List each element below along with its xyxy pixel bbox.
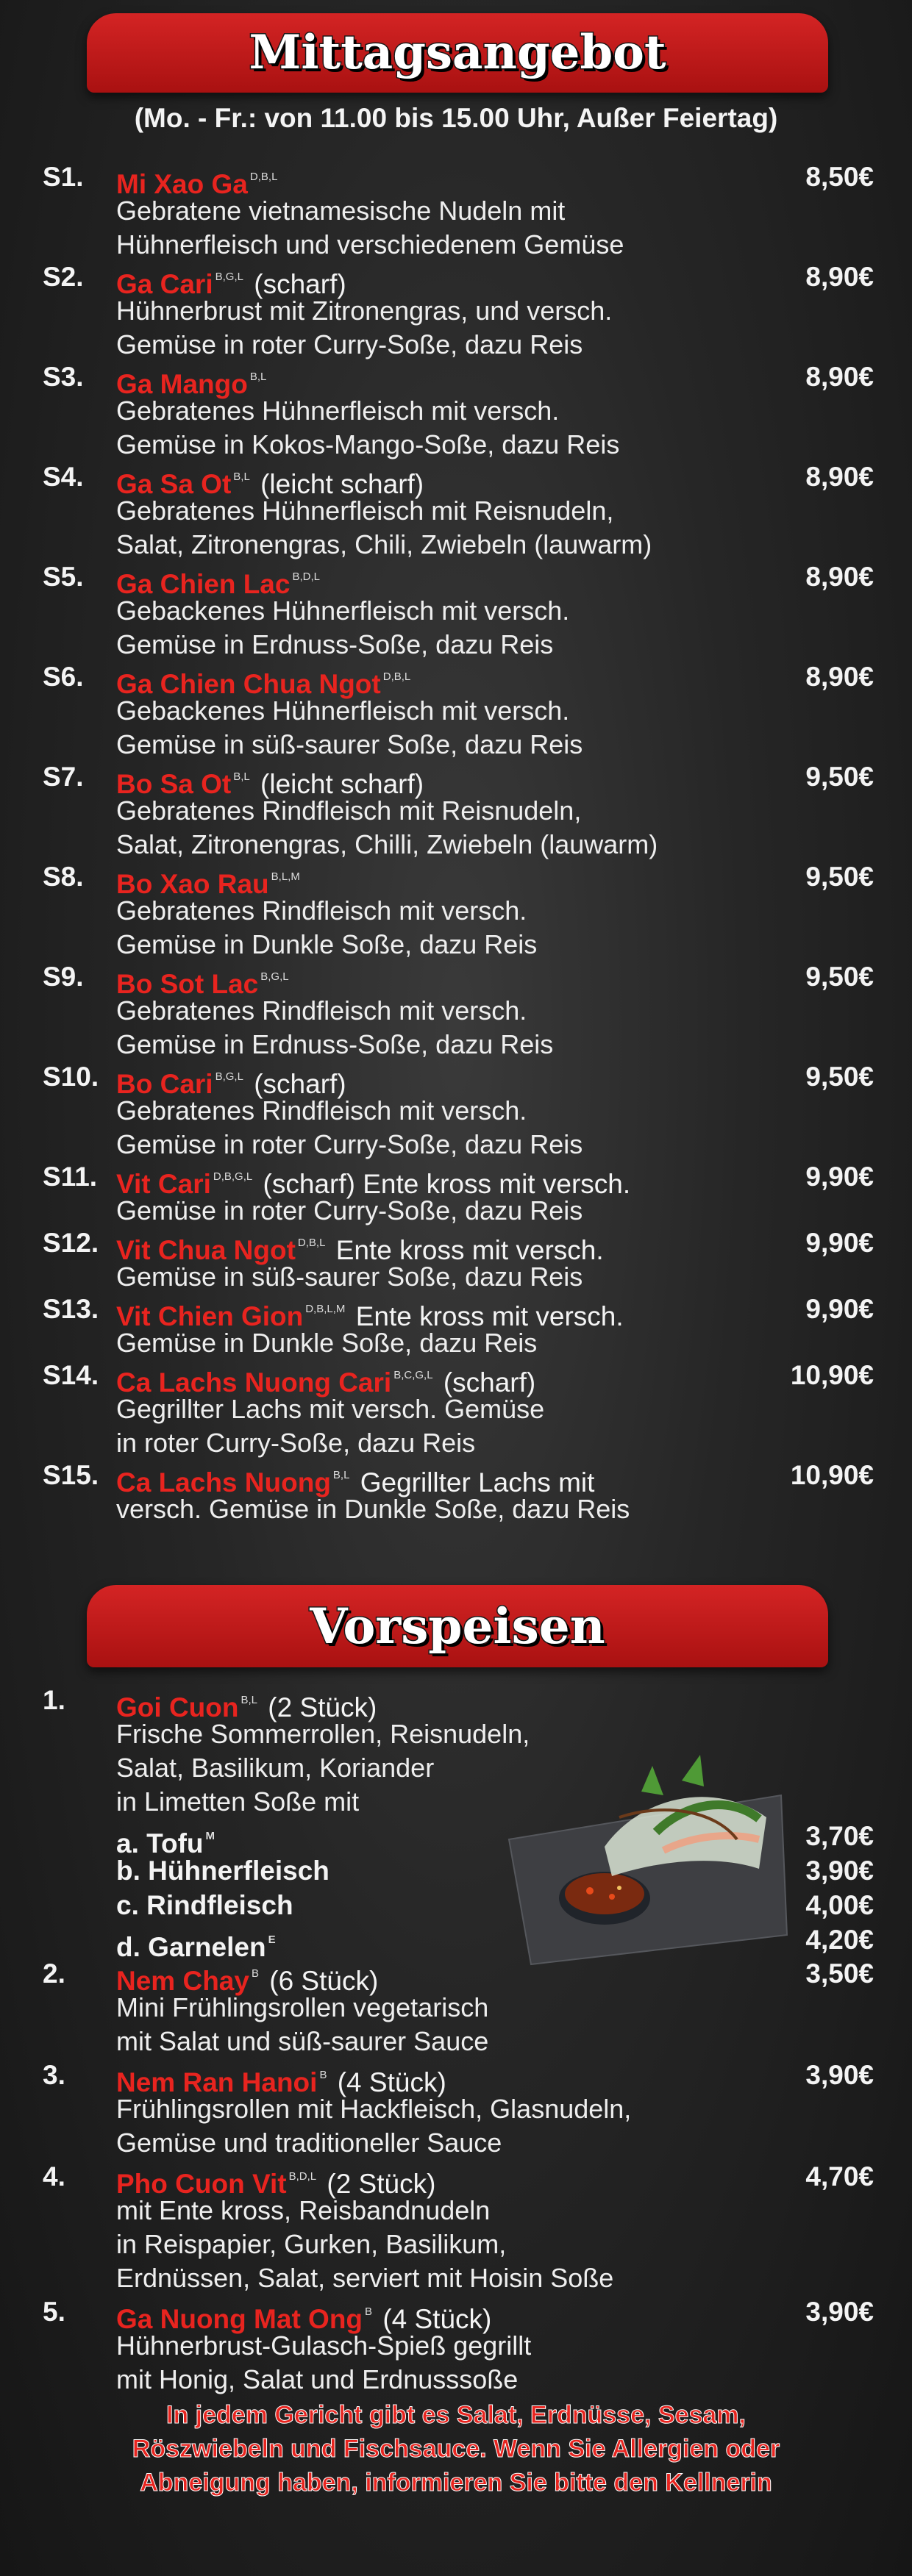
variant-name: d. Garnelen [116, 1932, 266, 1962]
item-number: S12. [43, 1228, 99, 1258]
item-number: S2. [43, 262, 84, 292]
item-description: Gebackenes Hühnerfleisch mit versch. [116, 695, 570, 726]
item-description: Frühlingsrollen mit Hackfleisch, Glasnudeln, [116, 2094, 632, 2124]
variant-label [116, 1853, 329, 1888]
item-price: 8,90€ [805, 362, 874, 392]
item-description: mit Ente kross, Reisbandnudeln [116, 2195, 491, 2225]
item-number: 2. [43, 1958, 65, 1989]
dish-name: Ga Sa Ot [116, 469, 232, 499]
item-number: 3. [43, 2060, 65, 2090]
item-number: S8. [43, 862, 84, 892]
section-banner-vorspeisen [87, 1585, 828, 1667]
allergen-codes: M [205, 1830, 215, 1842]
allergen-codes: B,D,L [292, 570, 320, 583]
item-price: 9,50€ [805, 762, 874, 792]
item-description: Gemüse in Erdnuss-Soße, dazu Reis [116, 629, 554, 659]
item-number: S3. [43, 362, 84, 392]
section-title: Vorspeisen [310, 1598, 605, 1655]
item-price: 3,50€ [805, 1958, 874, 1989]
dish-note: (2 Stück) [327, 2169, 436, 2199]
allergen-codes: B,L [241, 1694, 257, 1706]
allergen-codes: B,L [249, 371, 267, 383]
item-price: 8,90€ [805, 662, 874, 692]
allergen-codes: D,B,L [382, 670, 411, 683]
dish-name: Bo Sot Lac [116, 969, 259, 999]
allergen-codes: B,L [233, 770, 250, 783]
dish-name: Mi Xao Ga [116, 169, 248, 199]
item-description: mit Salat und süß-saurer Sauce [116, 2026, 489, 2056]
summer-rolls-photo [494, 1751, 788, 1966]
section-banner-mittagsangebot [87, 13, 828, 93]
dish-note: (6 Stück) [269, 1966, 379, 1996]
dish-note: Ente kross mit versch. [355, 1301, 624, 1331]
dish-name: Vit Chua Ngot [116, 1235, 296, 1265]
item-price: 3,90€ [805, 2297, 874, 2327]
item-price: 10,90€ [790, 1360, 874, 1390]
allergen-codes: B,C,G,L [393, 1369, 433, 1381]
item-description: in Limetten Soße mit [116, 1786, 360, 1817]
dish-name: Ga Chien Chua Ngot [116, 669, 381, 699]
item-description: versch. Gemüse in Dunkle Soße, dazu Reis [116, 1494, 630, 1524]
dish-name: Bo Sa Ot [116, 769, 232, 799]
item-description: Gegrillter Lachs mit versch. Gemüse [116, 1394, 545, 1424]
item-description: Gebratenes Rindfleisch mit versch. [116, 995, 527, 1026]
allergen-codes: D,B,G,L [213, 1170, 253, 1183]
item-price: 10,90€ [790, 1460, 874, 1490]
item-description: Gebratenes Rindfleisch mit versch. [116, 895, 527, 926]
dish-note: Gegrillter Lachs mit [360, 1467, 595, 1498]
allergen-codes: B [365, 2305, 373, 2318]
section-title: Mittagsangebot [249, 25, 666, 80]
allergen-codes: B,G,L [215, 1070, 243, 1083]
dish-note: (leicht scharf) [260, 469, 424, 499]
dish-name: Bo Xao Rau [116, 869, 269, 899]
item-description: Gemüse in roter Curry-Soße, dazu Reis [116, 1129, 583, 1159]
item-description: Gemüse in Kokos-Mango-Soße, dazu Reis [116, 429, 620, 459]
allergen-codes: D,B,L [297, 1237, 326, 1249]
dish-note: (scharf) [254, 1069, 346, 1099]
allergen-codes: D,B,L,M [305, 1303, 346, 1315]
item-description: Gemüse in Erdnuss-Soße, dazu Reis [116, 1029, 554, 1059]
variant-price: 3,70€ [805, 1821, 874, 1851]
item-description: in Reispapier, Gurken, Basilikum, [116, 2229, 507, 2259]
dish-name: Pho Cuon Vit [116, 2169, 287, 2199]
variant-price: 4,20€ [805, 1925, 874, 1955]
variant-name: c. Rindfleisch [116, 1890, 293, 1920]
dish-note: (scharf) Ente kross mit versch. [263, 1169, 631, 1199]
item-description: Salat, Basilikum, Koriander [116, 1753, 435, 1783]
item-description: Gemüse in roter Curry-Soße, dazu Reis [116, 1195, 583, 1226]
allergen-codes: B,L [233, 471, 250, 483]
item-number: S1. [43, 162, 84, 192]
allergen-codes: B,D,L [288, 2170, 317, 2183]
item-description: in roter Curry-Soße, dazu Reis [116, 1428, 476, 1458]
allergen-codes: B,L,M [271, 870, 300, 883]
item-description: Gemüse und traditioneller Sauce [116, 2128, 502, 2158]
item-description: Gemüse in Dunkle Soße, dazu Reis [116, 1328, 538, 1358]
variant-name: a. Tofu [116, 1828, 204, 1858]
item-description: Gebackenes Hühnerfleisch mit versch. [116, 595, 570, 626]
item-price: 9,90€ [805, 1294, 874, 1324]
item-number: S15. [43, 1460, 99, 1490]
item-number: 5. [43, 2297, 65, 2327]
item-number: S14. [43, 1360, 99, 1390]
item-number: S5. [43, 562, 84, 592]
allergen-codes: B,L [332, 1469, 350, 1481]
dish-name: Ca Lachs Nuong [116, 1467, 331, 1498]
item-description: Gebratenes Rindfleisch mit versch. [116, 1095, 527, 1126]
item-number: S4. [43, 462, 84, 492]
allergen-codes: B [319, 2069, 327, 2081]
item-description: Gemüse in roter Curry-Soße, dazu Reis [116, 329, 583, 359]
item-description: Salat, Zitronengras, Chili, Zwiebeln (lauwarm) [116, 529, 652, 559]
dish-name: Ga Chien Lac [116, 569, 291, 599]
dish-note: (2 Stück) [268, 1692, 377, 1722]
item-price: 8,90€ [805, 462, 874, 492]
item-description: Gebratenes Hühnerfleisch mit versch. [116, 396, 560, 426]
item-description: Gebratenes Rindfleisch mit Reisnudeln, [116, 795, 582, 826]
dish-name: Ga Cari [116, 269, 213, 299]
allergen-codes: E [268, 1933, 276, 1946]
item-description: Gebratenes Hühnerfleisch mit Reisnudeln, [116, 495, 614, 526]
item-description: Hühnerfleisch und verschiedenem Gemüse [116, 229, 624, 260]
dish-note: Ente kross mit versch. [335, 1235, 604, 1265]
allergy-notice: In jedem Gericht gibt es Salat, Erdnüsse, Sesam, Röszwiebeln und Fischsauce. Wenn Sie Allergien oder Abneigung haben, informieren Sie bitte den Kellnerin [132, 2401, 780, 2497]
item-price: 8,90€ [805, 262, 874, 292]
item-number: S13. [43, 1294, 99, 1324]
dish-name: Vit Cari [116, 1169, 211, 1199]
item-description: Frische Sommerrollen, Reisnudeln, [116, 1719, 530, 1749]
dish-note: (4 Stück) [337, 2067, 446, 2097]
variant-name: b. Hühnerfleisch [116, 1856, 329, 1886]
item-description: Gemüse in süß-saurer Soße, dazu Reis [116, 1262, 583, 1292]
item-description: Erdnüssen, Salat, serviert mit Hoisin Soße [116, 2263, 614, 2293]
item-description: Hühnerbrust mit Zitronengras, und versch. [116, 296, 613, 326]
item-number: 1. [43, 1685, 65, 1715]
item-number: S7. [43, 762, 84, 792]
item-price: 9,50€ [805, 862, 874, 892]
dish-name: Goi Cuon [116, 1692, 239, 1722]
item-description: Gemüse in süß-saurer Soße, dazu Reis [116, 729, 583, 759]
allergen-codes: D,B,L [249, 171, 278, 183]
dish-name: Ga Nuong Mat Ong [116, 2304, 363, 2334]
lunch-hours: (Mo. - Fr.: von 11.00 bis 15.00 Uhr, Außer Feiertag) [134, 103, 778, 133]
allergen-codes: B,G,L [260, 970, 289, 983]
item-description: Gebratene vietnamesische Nudeln mit [116, 196, 566, 226]
dish-note: (scharf) [254, 269, 346, 299]
dish-note: (leicht scharf) [260, 769, 424, 799]
item-number: S9. [43, 962, 84, 992]
item-number: S10. [43, 1062, 99, 1092]
item-price: 9,90€ [805, 1228, 874, 1258]
variant-price: 4,00€ [805, 1890, 874, 1920]
dish-name: Vit Chien Gion [116, 1301, 304, 1331]
item-description: mit Honig, Salat und Erdnusssoße [116, 2364, 519, 2394]
dish-name: Nem Chay [116, 1966, 249, 1996]
item-number: S6. [43, 662, 84, 692]
item-price: 8,90€ [805, 562, 874, 592]
item-price: 9,90€ [805, 1162, 874, 1192]
item-number: 4. [43, 2161, 65, 2192]
item-price: 3,90€ [805, 2060, 874, 2090]
dish-name: Nem Ran Hanoi [116, 2067, 318, 2097]
item-price: 9,50€ [805, 962, 874, 992]
dish-note: (4 Stück) [382, 2304, 492, 2334]
item-number: S11. [43, 1162, 98, 1192]
allergen-codes: B,G,L [215, 271, 243, 283]
item-price: 9,50€ [805, 1062, 874, 1092]
dish-name: Bo Cari [116, 1069, 213, 1099]
variant-price: 3,90€ [805, 1856, 874, 1886]
item-description: Gemüse in Dunkle Soße, dazu Reis [116, 929, 538, 959]
dish-name: Ga Mango [116, 369, 248, 399]
dish-name: Ca Lachs Nuong Cari [116, 1367, 392, 1398]
item-price: 4,70€ [805, 2161, 874, 2192]
variant-label [116, 1888, 293, 1922]
allergen-codes: B [251, 1967, 259, 1980]
item-description: Hühnerbrust-Gulasch-Spieß gegrillt [116, 2330, 532, 2361]
dish-note: (scharf) [443, 1367, 536, 1398]
item-description: Mini Frühlingsrollen vegetarisch [116, 1992, 489, 2022]
item-description: Salat, Zitronengras, Chilli, Zwiebeln (lauwarm) [116, 829, 658, 859]
item-price: 8,50€ [805, 162, 874, 192]
